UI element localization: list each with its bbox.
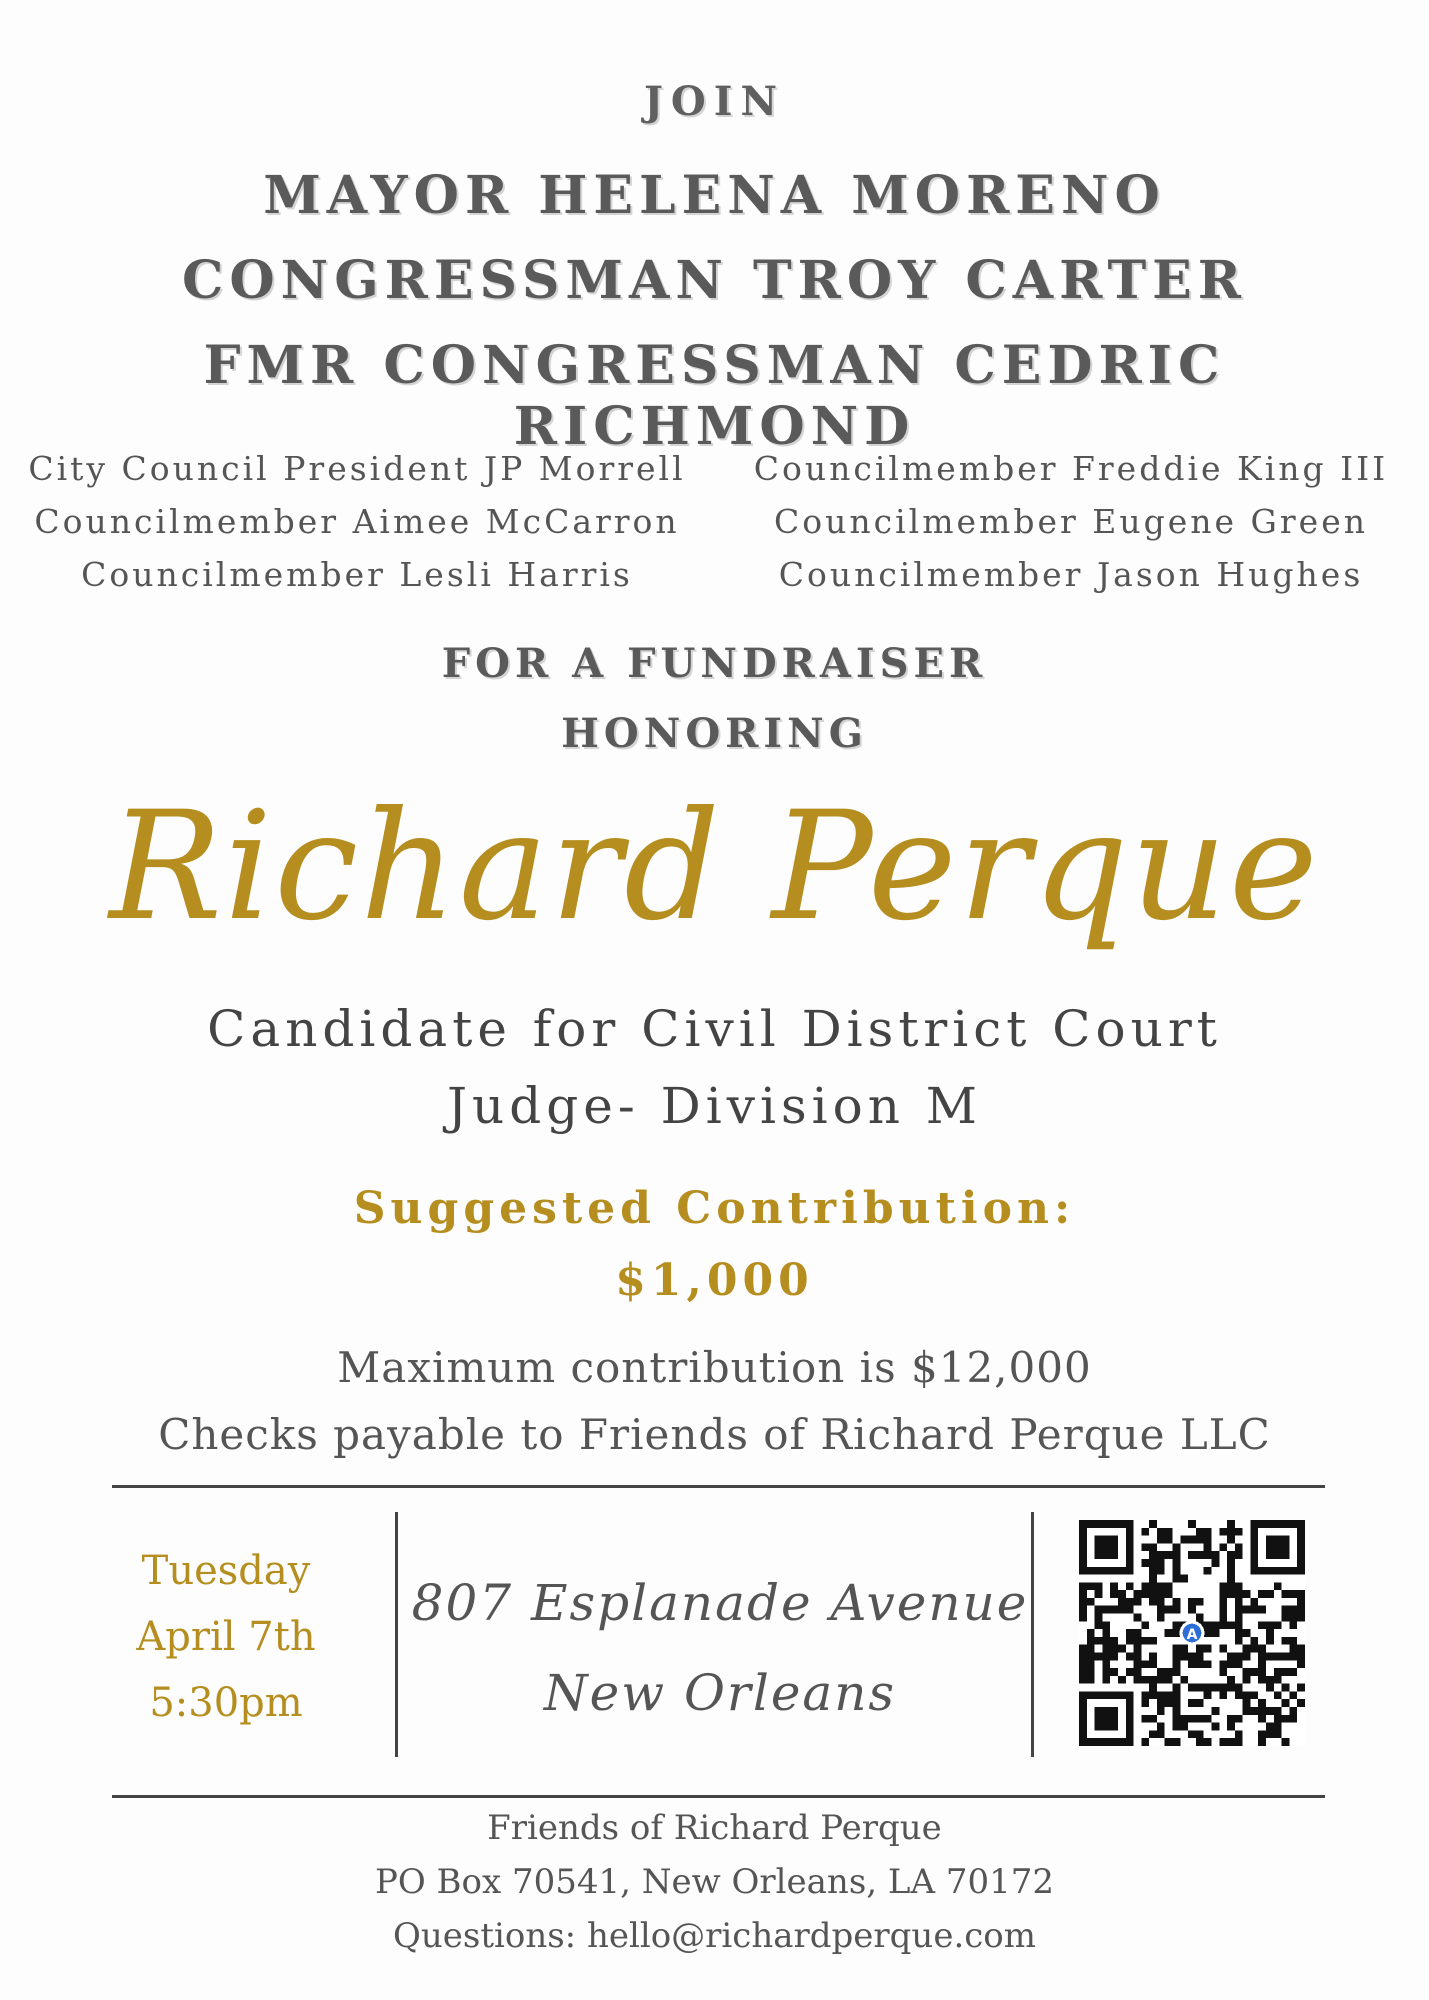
council-members xyxy=(0,442,1429,601)
divider-top xyxy=(112,1485,1325,1488)
maximum-contribution: Maximum contribution is $12,000 xyxy=(337,1343,1092,1392)
address-city: New Orleans xyxy=(543,1664,897,1722)
checks-payable: Checks payable to Friends of Richard Perque LLC xyxy=(158,1410,1271,1459)
council-member: Councilmember Lesli Harris xyxy=(81,555,633,594)
council-member: Councilmember Freddie King III xyxy=(753,449,1389,488)
event-datetime xyxy=(112,1538,340,1736)
council-member: Councilmember Jason Hughes xyxy=(778,555,1364,594)
address-street: 807 Esplanade Avenue xyxy=(411,1574,1029,1632)
council-member: City Council President JP Morrell xyxy=(28,449,686,488)
event-time: 5:30pm xyxy=(149,1680,303,1726)
council-member: Councilmember Aimee McCarron xyxy=(34,502,680,541)
council-member: Councilmember Eugene Green xyxy=(774,502,1368,541)
candidacy-line-2: Judge- Division M xyxy=(447,1077,982,1135)
host-former-congressman: FMR CONGRESSMAN CEDRIC RICHMOND xyxy=(203,335,1226,457)
qr-code-icon[interactable] xyxy=(1079,1520,1305,1746)
event-day: Tuesday xyxy=(141,1548,311,1594)
suggested-contribution-amount: $1,000 xyxy=(615,1255,814,1306)
host-congressman: CONGRESSMAN TROY CARTER xyxy=(182,250,1247,311)
svg-text:A: A xyxy=(1186,1627,1198,1644)
divider-bottom xyxy=(112,1795,1325,1798)
event-honoring: HONORING xyxy=(561,710,868,757)
footer-organization: Friends of Richard Perque xyxy=(487,1808,942,1848)
event-date: April 7th xyxy=(136,1614,316,1660)
event-location xyxy=(400,1558,1040,1738)
footer-contact: Questions: hello@richardperque.com xyxy=(392,1916,1037,1956)
council-column-left xyxy=(0,442,714,601)
host-mayor: MAYOR HELENA MORENO xyxy=(263,165,1166,226)
council-column-right xyxy=(714,442,1428,601)
event-type: FOR A FUNDRAISER xyxy=(441,640,988,687)
honoree-name: Richard Perque xyxy=(109,780,1320,954)
candidacy-line-1: Candidate for Civil District Court xyxy=(207,1000,1222,1058)
divider-vertical-left xyxy=(395,1512,398,1757)
suggested-contribution-label: Suggested Contribution: xyxy=(353,1183,1076,1234)
join-heading: JOIN xyxy=(643,78,786,125)
footer-address: PO Box 70541, New Orleans, LA 70172 xyxy=(374,1862,1054,1902)
